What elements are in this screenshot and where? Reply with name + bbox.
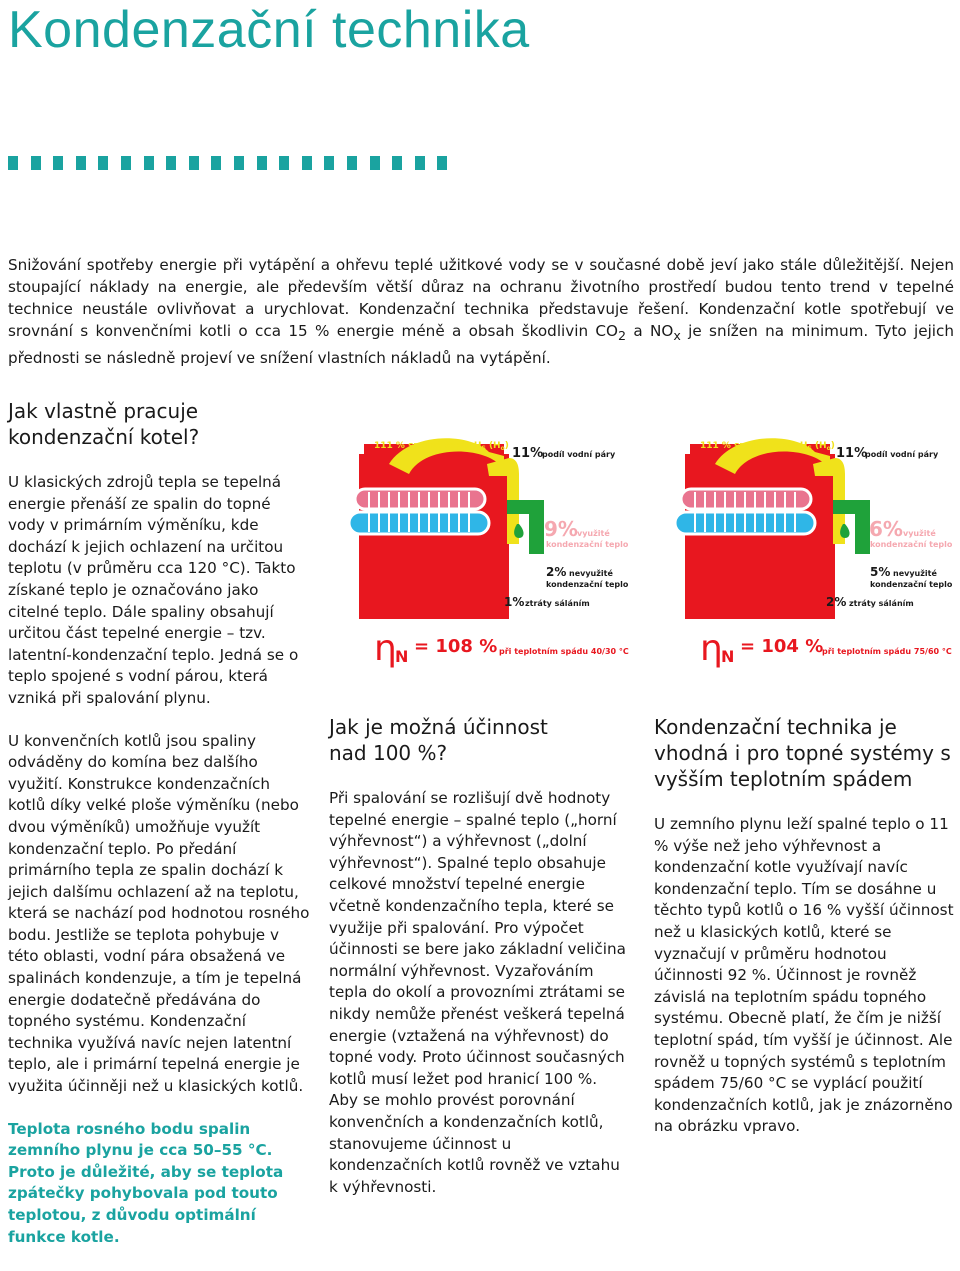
decorative-dash [279,156,289,170]
decorative-dash [76,156,86,170]
column-efficiency [329,714,629,1219]
right-loss-pct: 2% [826,595,847,609]
decorative-dash [121,156,131,170]
column-suitability [654,714,954,1159]
decorative-dash [324,156,334,170]
right-top-label: 111 % spalné teplo $H_S$ $(H_o)$ [700,441,835,452]
decorative-dash [211,156,221,170]
left-loss-label: ztráty sáláním [525,599,590,608]
left-top-label: 111 % spalné teplo $H_S$ $(H_o)$ [374,441,509,452]
left-big-label-2: kondenzační teplo [546,540,629,549]
left-mid-label-2: kondenzační teplo [546,580,629,589]
right-mid-label-2: kondenzační teplo [870,580,953,589]
decorative-dash [53,156,63,170]
page-title: Kondenzační technika [8,1,530,59]
decorative-dash [166,156,176,170]
right-big-label-1: využité [903,529,936,538]
boiler-efficiency-diagram [329,404,957,684]
boiler-left [349,438,629,669]
paragraph-suitability: U zemního plynu leží spalné teplo o 11 % výše než jeho výhřevnost a kondenzační kotle využívají navíc kondenzační teplo. Tím se dosáhne u těchto typů kotlů o 16 % vyšší účinnost než u klasických kotlů, které se vyznačují v průměru hodnotou účinnosti 92 %. Účinnost je rovněž závislá na teplotním spádu topného systému. Obecně platí, že čím je nižší teplotní spád, tím vyšší je účinnost. Ale rovněž u topných systémů s teplotním spádem 75/60 °C se vyplácí použití kondenzačních kotlů, jak je znázorněno na obrázku vpravo. [654,815,954,1136]
decorative-dash [98,156,108,170]
intro-paragraph [8,254,954,369]
right-eta-sub: N [721,647,735,666]
right-mid-label-1: nevyužité [893,569,937,578]
right-loss-label: ztráty sáláním [849,599,914,608]
decorative-dash [302,156,312,170]
decorative-dash [144,156,154,170]
heading-suitability: Kondenzační technika je vhodná i pro topné systémy s vyšším teplotním spádem [654,715,951,791]
left-eta-value: = 108 % [414,636,498,657]
dew-point-note: Teplota rosného bodu spalin zemního plynu je cca 50–55 °C. Proto je důležité, aby se teplota zpátečky pohybovala pod touto teplotou, z důvodu optimální funkce kotle. [8,1119,284,1246]
decorative-dash [370,156,380,170]
right-water-pct: 11% [836,446,868,461]
paragraph-efficiency: Při spalování se rozlišují dvě hodnoty tepelné energie – spalné teplo („horní výhřevnost“) a výhřevnost („dolní výhřevnost“). Spalné teplo obsahuje celkové množství tepelné energie včetně kondenzačního tepla, které se využije při spalování. Pro výpočet účinnosti se bere jako základní veličina normální výhřevnost. Vyzařováním tepla do okolí a provozními ztrátami se nikdy nemůže přenést veškerá tepelná energie (vztažená na výhřevnost) do topné vody. Proto účinnost současných kotlů musí ležet pod hranicí 100 %. Aby se mohlo provést porovnání konvenčních a kondenzačních kotlů, stanovujeme účinnost u kondenzačních kotlů rovněž ve vztahu k výhřevnosti. [329,789,626,1196]
decorative-dash [31,156,41,170]
left-big-label-1: využité [577,529,610,538]
decorative-dash [8,156,18,170]
right-mid-pct: 5% [870,565,891,579]
decorative-dash [189,156,199,170]
decorative-dash [437,156,447,170]
intro-subscript-x: x [673,328,681,344]
boiler-right-casing [685,454,835,619]
decorative-dash [234,156,244,170]
left-water-label: podíl vodní páry [542,450,616,459]
left-eta-symbol: η [374,628,397,669]
left-big-pct: 9% [544,517,578,541]
boiler-right [675,438,953,669]
left-mid-pct: 2% [546,565,567,579]
right-eta-value: = 104 % [740,636,824,657]
intro-subscript-2: 2 [617,328,627,344]
paragraph-classic-boilers: U klasických zdrojů tepla se tepelná energie přenáší ze spalin do topné vody v primárním výměníku, kde dochází k jejich ochlazení na určitou teplotu (v průměru cca 120 °C). Takto získané teplo je označováno jako citelné teplo. Dále spaliny obsahují určitou část tepelné energie – tzv. latentní-kondenzační teplo. Jedná se o teplo spojené s vodní párou, která vzniká při spalování plynu. [8,473,299,707]
left-eta-note: při teplotním spádu 40/30 °C [499,647,629,656]
left-loss-pct: 1% [504,595,525,609]
right-eta-symbol: η [700,628,723,669]
column-how-it-works [8,398,312,1269]
decorative-dash [415,156,425,170]
left-water-pct: 11% [512,446,544,461]
intro-text-c: je snížen na minimum. Tyto jejich přednosti se následně projeví ve snížení vlastních nákladů na vytápění. [8,322,955,368]
right-big-label-2: kondenzační teplo [870,540,953,549]
decorative-dash [257,156,267,170]
intro-text-b: a NO [626,322,674,340]
boiler-left-casing [359,454,509,619]
left-eta-sub: N [395,647,409,666]
decorative-dash [347,156,357,170]
paragraph-condensing-boilers: U konvenčních kotlů jsou spaliny odváděny do komína bez dalšího využití. Konstrukce kondenzačních kotlů díky velké ploše výměníku (nebo dvou výměníků) umožňuje využít kondenzační teplo. Po předání primárního tepla ze spalin dochází k jejich dalšímu ochlazení až na teplotu, která se nachází pod hodnotou rosného bodu. Jestliže se teplota pohybuje v této oblasti, vodní pára obsažená ve spalinách kondenzuje, a tím je tepelná energie dodatečně předávána do topného systému. Kondenzační technika využívá navíc nejen latentní teplo, ale i primární tepelná energie je využita účinněji než u klasických kotlů. [8,731,310,1096]
right-water-label: podíl vodní páry [865,450,939,459]
right-big-pct: 6% [869,517,903,541]
left-mid-label-1: nevyužité [569,569,613,578]
decorative-dash-row [8,156,468,170]
decorative-dash [392,156,402,170]
heading-how-it-works: Jak vlastně pracuje kondenzační kotel? [8,399,200,449]
heading-efficiency: Jak je možná účinnost nad 100 %? [329,715,548,765]
right-eta-note: při teplotním spádu 75/60 °C [822,647,952,656]
intro-text-a: Snižování spotřeby energie při vytápění a ohřevu teplé užitkové vody se v současné době jeví jako stále důležitější. Nejen stoupající náklady na energie, ale především větší důraz na ochranu životního prostředí budou tento trend v tepelné technice neustále ovlivňovat a urychlovat. Kondenzační technika představuje řešení. Kondenzační kotle spotřebují ve srovnání s konvenčními kotli o cca 15 % energie méně a obsah škodlivin CO [8,256,954,340]
